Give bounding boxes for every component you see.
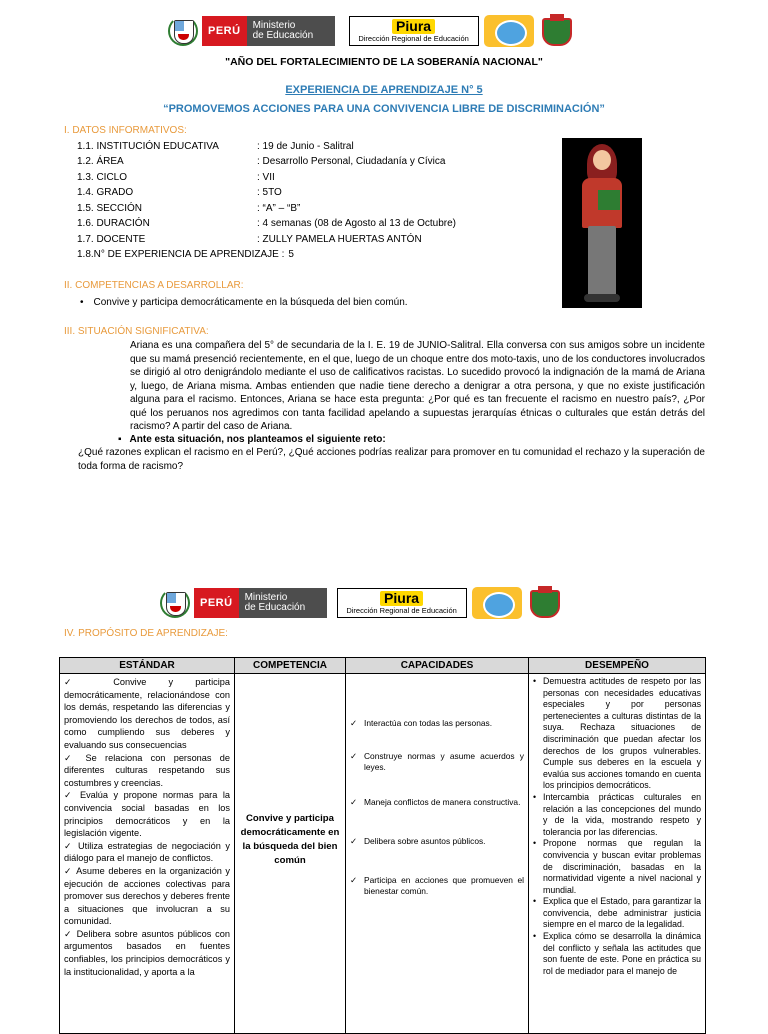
direccion-regional: Dirección Regional de Educación — [358, 34, 469, 43]
document-title: EXPERIENCIA DE APRENDIZAJE N° 5 — [285, 84, 483, 96]
checkmark-icon: ✓ — [350, 875, 358, 885]
checkmark-icon: ✓ — [64, 840, 79, 851]
checkmark-icon: ✓ — [64, 790, 80, 801]
datos-row: 1.7. DOCENTE : ZULLY PAMELA HUERTAS ANTÓN — [77, 234, 422, 245]
list-item: ✓ Asume deberes en la organización y ejecución de acciones colectivas para promover sus derechos y deberes frente a situaciones que involucran a su comunidad. — [64, 865, 230, 927]
checkmark-icon: ✓ — [350, 836, 358, 846]
estandar-cell — [60, 674, 235, 1034]
header-competencia: COMPETENCIA — [235, 658, 346, 674]
peru-coat-of-arms-icon — [160, 588, 190, 618]
school-crest-icon — [528, 586, 564, 620]
list-item: ✓ Utiliza estrategias de negociación y diálogo para el manejo de conflictos. — [64, 840, 230, 864]
table-row — [60, 674, 706, 1034]
list-item: • Intercambia prácticas culturales en relación a las concepciones del mundo y de la vida, mostrando respeto y tolerancia por las diferencias. — [533, 791, 701, 837]
list-item: ✓ Participa en acciones que promueven el bienestar común. — [350, 875, 524, 896]
desempeno-cell — [529, 674, 706, 1034]
list-item: • Propone normas que regulan la convivencia y buscan evitar problemas de discriminación, basadas en la normatividad vigente a nivel nacional y mundial. — [533, 838, 701, 895]
header-desempeno: DESEMPEÑO — [529, 658, 706, 674]
ministerio-line2: de Educación — [252, 30, 314, 41]
piura-word: Piura — [392, 19, 435, 34]
checkmark-icon: ✓ — [350, 751, 358, 761]
datos-row: 1.5. SECCIÓN : “A” – “B” — [77, 203, 301, 214]
bullet-icon: • — [533, 931, 537, 942]
regional-emblem-icon — [484, 15, 534, 47]
list-item: • Demuestra actitudes de respeto por las personas con necesidades educativas especiales y por personas pertenecientes a culturas distintas de la suya. Rechaza situaciones de discriminación que puedan afectar los derechos de los grupos vulnerables. Cumple sus deberes en la escuela y evalúa sus acciones tomando en cuenta los principios democráticos. — [533, 676, 701, 791]
capacidades-cell — [346, 674, 529, 1034]
list-item: ✓ Delibera sobre asuntos públicos. — [350, 836, 486, 846]
bullet-icon: • — [80, 297, 84, 308]
ministerio-logo: Ministerio de Educación — [239, 588, 327, 618]
year-motto: "AÑO DEL FORTALECIMIENTO DE LA SOBERANÍA NACIONAL" — [225, 56, 543, 68]
list-item: ✓ Se relaciona con personas de diferentes culturas respetando sus costumbres y creencias. — [64, 752, 231, 788]
checkmark-icon: ✓ — [350, 797, 358, 807]
school-crest-icon — [540, 14, 576, 48]
situacion-paragraph: Ariana es una compañera del 5° de secundaria de la I. E. 19 de JUNIO-Salitral. Ella conversa con sus amigos sobre un incidente que su mamá presenció recientemente, en el que, luego de un choque entre dos moto-taxis, uno de los conductores involucrados se dirigió al otro denigrándolo mediante el uso de calificativos racistas. Lo sucedido provocó la indignación de la mamá de Ariana y, luego, de Ariana misma. Ambas entienden que nadie tiene derecho a denigrar a otra persona, y que no existe justificación alguna para el racismo. Entonces, Ariana se hace esta pregunta: ¿Por qué es tan frecuente el racismo en nuestro país?, ¿Por qué los peruanos nos agredimos con tanta facilidad apelando a supuestas jerarquías étnicas o culturales que están detrás del racismo? A partir del caso de Ariana. — [130, 340, 705, 432]
datos-row: 1.6. DURACIÓN : 4 semanas (08 de Agosto al 13 de Octubre) — [77, 218, 457, 229]
checkmark-icon: ✓ — [64, 752, 86, 763]
section-3-heading: III. SITUACIÓN SIGNIFICATIVA: — [64, 326, 209, 337]
square-bullet-icon: ▪ — [118, 434, 122, 445]
ministerio-line1: Ministerio — [252, 20, 296, 31]
datos-row: 1.1. INSTITUCIÓN EDUCATIVA : 19 de Junio - Salitral — [77, 141, 354, 152]
list-item: ✓ Construye normas y asume acuerdos y leyes. — [350, 751, 524, 772]
list-item: ✓ Convive y participa democráticamente, relacionándose con los demás, respetando las diferencias y promoviendo los derechos de todos, así como cumpliendo sus deberes y evaluando sus consecuencias — [64, 677, 231, 750]
piura-logo — [349, 16, 479, 46]
checkmark-icon: ✓ — [64, 865, 77, 876]
list-item: • Explica cómo se desarrolla la dinámica del conflicto y señala las actitudes que son fuente de este. Pone en práctica su rol de mediador para el manejo de — [533, 931, 701, 976]
checkmark-icon: ✓ — [64, 677, 114, 687]
checkmark-icon: ✓ — [64, 928, 77, 939]
datos-row: 1.3. CICLO : VII — [77, 172, 275, 183]
peru-logo: PERÚ — [202, 16, 247, 46]
bullet-icon: • — [533, 791, 537, 802]
competencia-cell: Convive y participa democráticamente en la búsqueda del bien común — [235, 674, 346, 1034]
list-item: ✓ Evalúa y propone normas para la convivencia social basadas en los principios democráticos y en la legislación vigente. — [64, 790, 230, 839]
ministerio-logo — [247, 16, 335, 46]
section-2-heading: II. COMPETENCIAS A DESARROLLAR: — [64, 280, 244, 291]
header-estandar: ESTÁNDAR — [60, 658, 235, 674]
section-1-heading: I. DATOS INFORMATIVOS: — [64, 125, 187, 136]
peru-coat-of-arms-icon — [168, 16, 198, 46]
competencia-item: • Convive y participa democráticamente en la búsqueda del bien común. — [80, 297, 408, 308]
peru-logo: PERÚ — [194, 588, 239, 618]
list-item: ✓ Delibera sobre asuntos públicos con argumentos basados en fuentes confiables, los principios democráticos y la institucionalidad, y aporta a la — [64, 928, 230, 977]
table-header-row — [60, 658, 706, 674]
bullet-icon: • — [533, 676, 537, 686]
list-item: • Explica que el Estado, para garantizar la convivencia, debe administrar justicia siempre en el marco de la legalidad. — [533, 896, 701, 930]
checkmark-icon: ✓ — [350, 718, 358, 728]
header-logos-top — [168, 14, 576, 48]
bullet-icon: • — [533, 896, 537, 907]
datos-row: 1.2. ÁREA : Desarrollo Personal, Ciudadanía y Cívica — [77, 156, 446, 167]
list-item: ✓ Interactúa con todas las personas. — [350, 718, 493, 728]
section-4-heading: IV. PROPÓSITO DE APRENDIZAJE: — [64, 628, 228, 639]
datos-row: 1.4. GRADO : 5TO — [77, 187, 282, 198]
piura-logo: Piura Dirección Regional de Educación — [337, 588, 467, 618]
document-subtitle: “PROMOVEMOS ACCIONES PARA UNA CONVIVENCIA LIBRE DE DISCRIMINACIÓN” — [163, 103, 605, 115]
datos-row: 1.8.N° DE EXPERIENCIA DE APRENDIZAJE : 5 — [77, 249, 294, 260]
student-illustration — [562, 138, 642, 308]
header-capacidades: CAPACIDADES — [346, 658, 529, 674]
bullet-icon: • — [533, 838, 537, 849]
list-item: ✓ Maneja conflictos de manera constructiva. — [350, 797, 521, 807]
header-logos-second — [160, 586, 564, 620]
reto-label: ▪ Ante esta situación, nos planteamos el siguiente reto: — [118, 434, 386, 445]
regional-emblem-icon — [472, 587, 522, 619]
reto-question: ¿Qué razones explican el racismo en el Perú?, ¿Qué acciones podrías realizar para promover en tu comunidad el rechazo y la superación de toda forma de racismo? — [78, 447, 705, 472]
proposito-table — [59, 657, 706, 1034]
